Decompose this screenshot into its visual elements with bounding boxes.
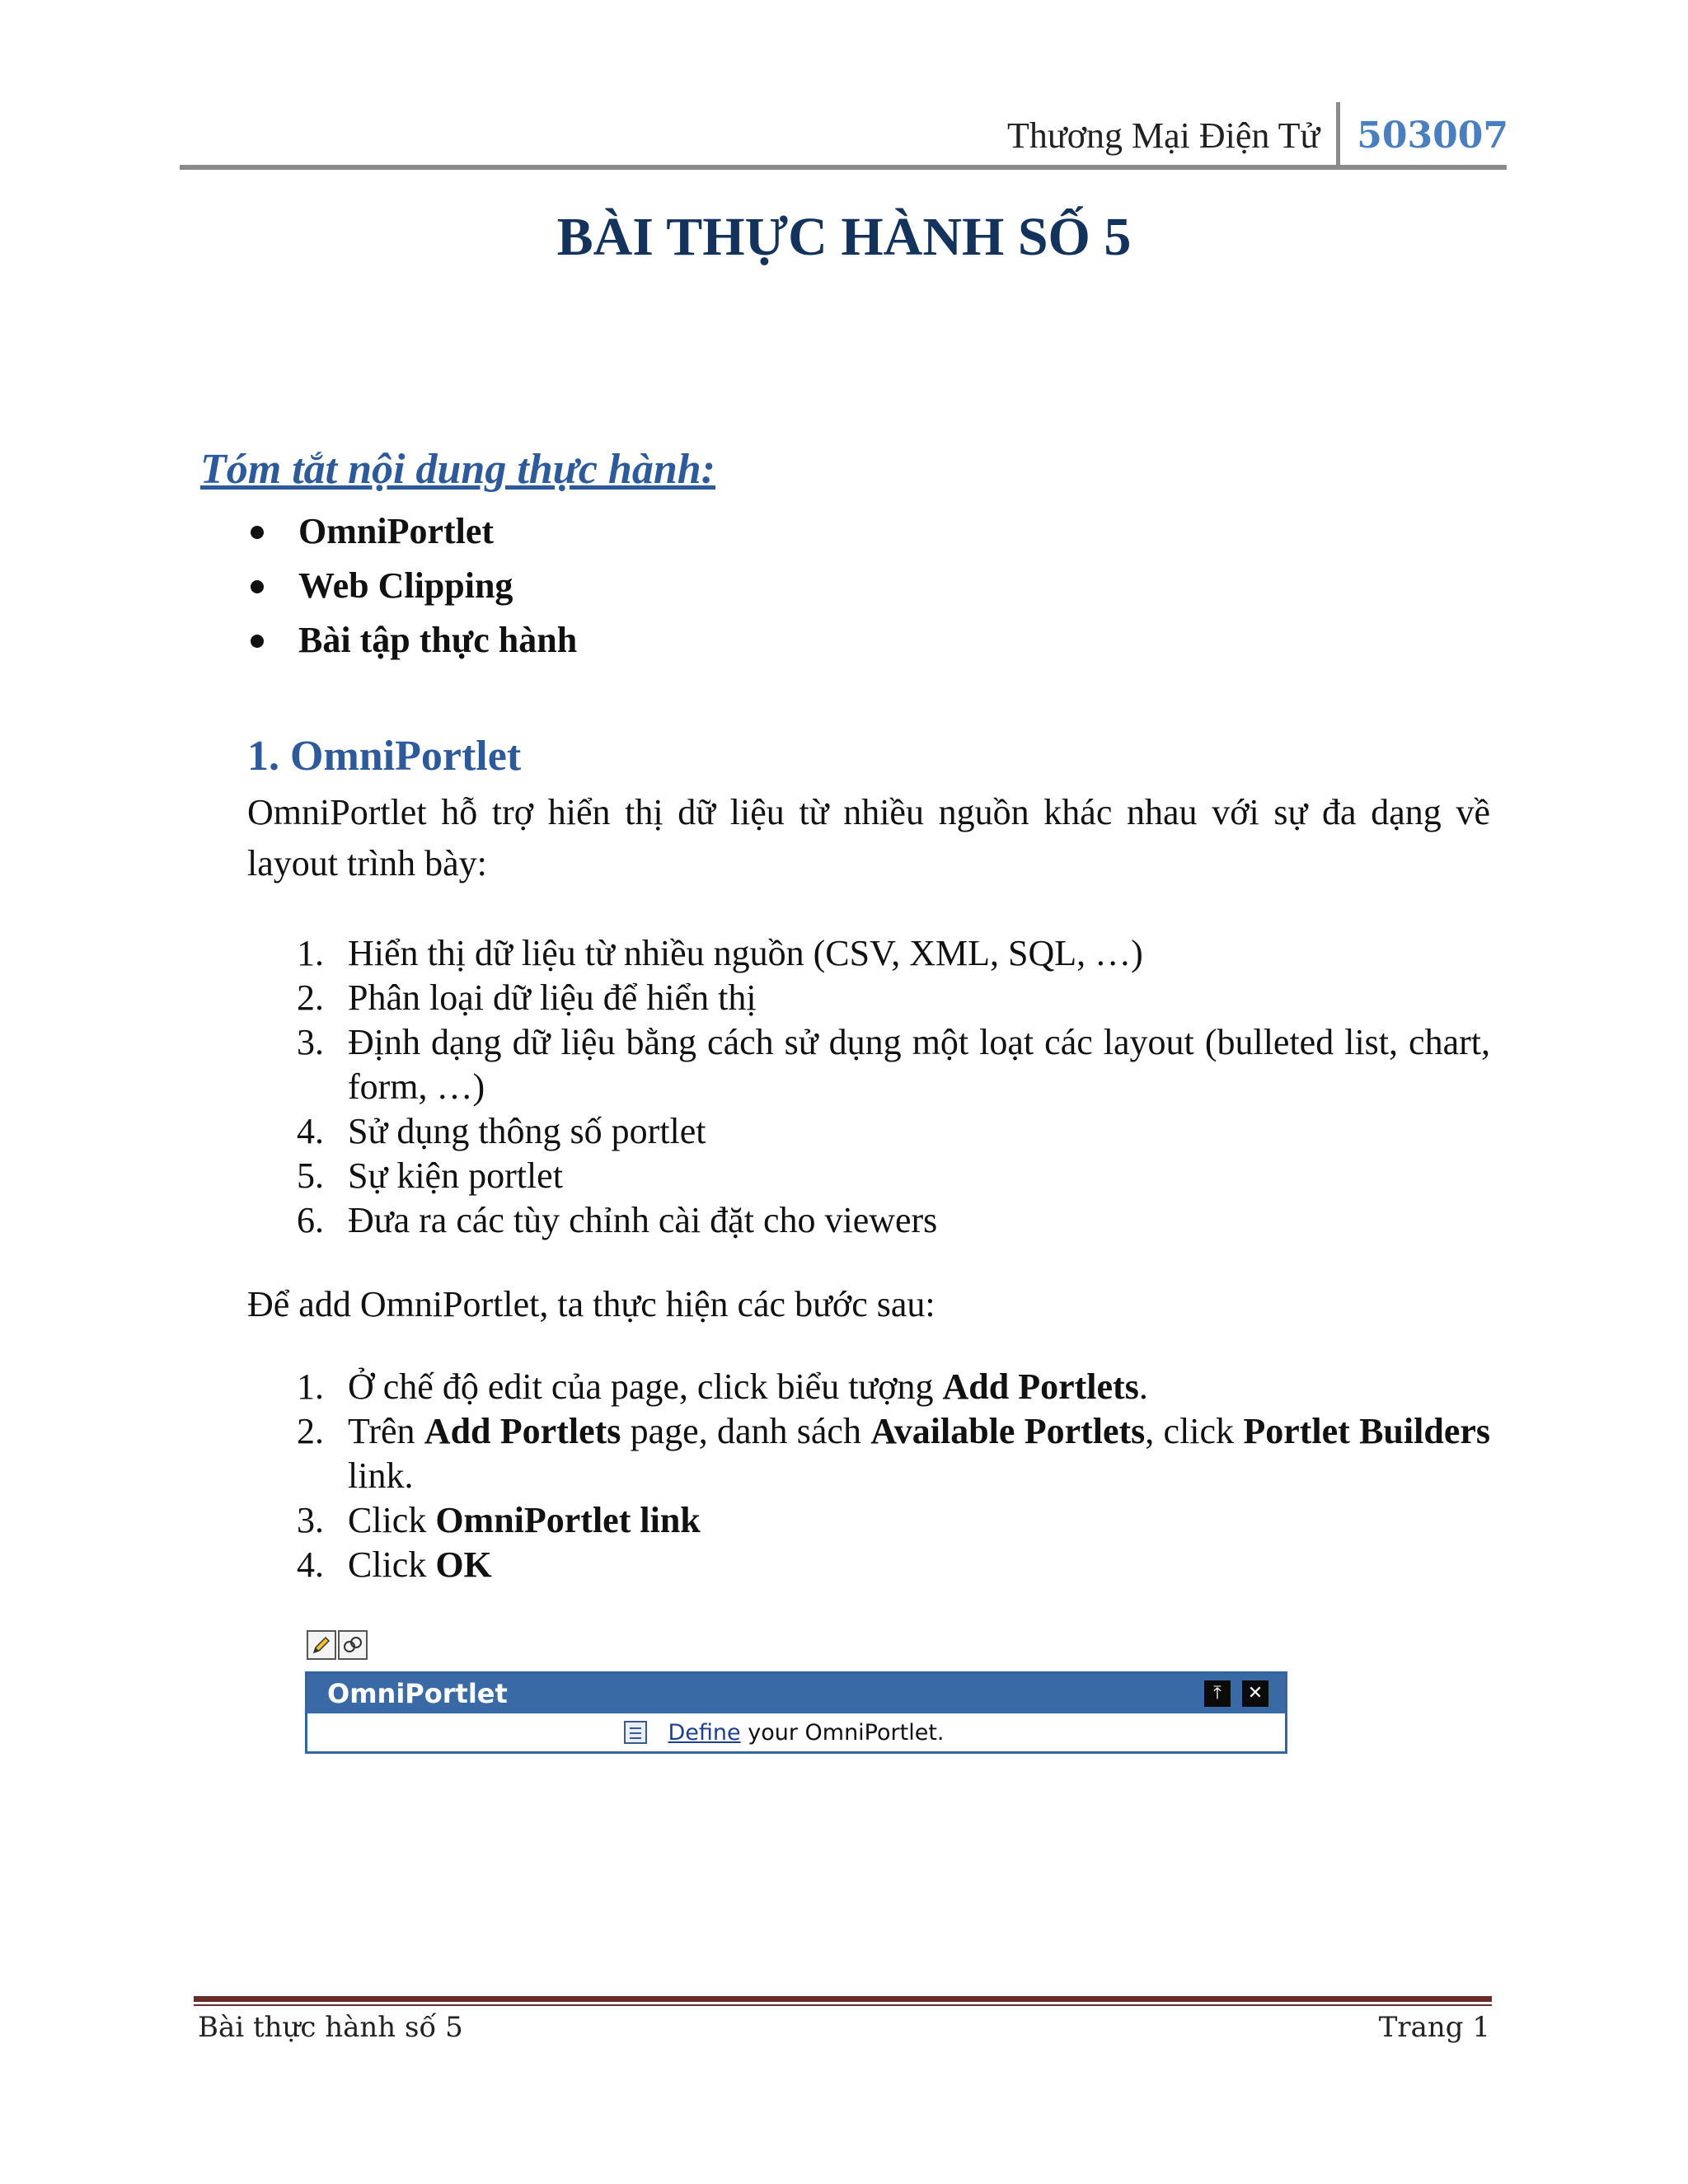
feature-item: [297, 1154, 1490, 1198]
item-number: 2.: [297, 1411, 324, 1451]
document-icon: [624, 1721, 647, 1744]
steps-intro: Để add OmniPortlet, ta thực hiện các bước sau:: [247, 1284, 935, 1324]
feature-text: Phân loại dữ liệu để hiển thị: [348, 977, 757, 1018]
feature-list: [297, 931, 1490, 1243]
summary-list: [247, 504, 577, 668]
feature-text: Đưa ra các tùy chỉnh cài đặt cho viewers: [348, 1200, 938, 1240]
summary-item: OmniPortlet: [247, 504, 577, 559]
step-bold: Add Portlets: [942, 1366, 1139, 1407]
define-portlet-link[interactable]: [668, 1720, 945, 1746]
footer-rule: [194, 1996, 1492, 2002]
item-number: 1.: [297, 1366, 324, 1407]
feature-text: Định dạng dữ liệu bằng cách sử dụng một loạt các layout (bulleted list, chart, form, …): [348, 1022, 1490, 1107]
portlet-controls: [1204, 1680, 1268, 1707]
item-number: 3.: [297, 1022, 324, 1062]
feature-item: [297, 931, 1490, 976]
define-link-word[interactable]: Define: [668, 1719, 741, 1746]
portlet-toolbar: [307, 1630, 368, 1660]
step-bold: OK: [435, 1544, 492, 1585]
close-icon[interactable]: ✕: [1242, 1680, 1268, 1707]
footer-rule-thin: [194, 2004, 1492, 2006]
item-number: 6.: [297, 1200, 324, 1240]
page-header: [1007, 105, 1508, 165]
summary-heading: Tóm tắt nội dung thực hành:: [200, 446, 715, 493]
item-number: 4.: [297, 1544, 324, 1585]
document-title: BÀI THỰC HÀNH SỐ 5: [556, 207, 1132, 267]
feature-item: [297, 976, 1490, 1020]
step-bold: Portlet Builders: [1243, 1411, 1490, 1451]
item-number: 3.: [297, 1500, 324, 1540]
feature-text: Hiển thị dữ liệu từ nhiều nguồn (CSV, XML, SQL, …): [348, 933, 1143, 973]
step-text: Trên: [348, 1411, 424, 1451]
course-code: 503007: [1357, 114, 1508, 157]
footer-title: Bài thực hành số 5: [198, 2011, 463, 2044]
item-number: 5.: [297, 1155, 324, 1196]
step-text: Click: [348, 1500, 436, 1540]
feature-item: [297, 1198, 1490, 1243]
feature-text: Sự kiện portlet: [348, 1155, 563, 1196]
step-item: [297, 1498, 1490, 1543]
item-number: 1.: [297, 933, 324, 973]
portlet-titlebar: [307, 1674, 1285, 1713]
step-text: Click: [348, 1544, 436, 1585]
portlet-title: OmniPortlet: [327, 1678, 508, 1709]
step-bold: Available Portlets: [870, 1411, 1146, 1451]
feature-item: [297, 1109, 1490, 1154]
step-bold: OmniPortlet link: [435, 1500, 701, 1540]
portlet-body: [307, 1713, 1285, 1751]
step-text: .: [1138, 1366, 1148, 1407]
collapse-icon[interactable]: ⤒: [1204, 1680, 1231, 1707]
section-intro: OmniPortlet hỗ trợ hiển thị dữ liệu từ nhiều nguồn khác nhau với sự đa dạng về layout trình bày:: [247, 792, 1490, 883]
define-link-rest: your OmniPortlet.: [740, 1719, 945, 1746]
feature-item: [297, 1020, 1490, 1109]
summary-item: Web Clipping: [247, 559, 577, 613]
step-text: link.: [348, 1455, 414, 1496]
step-item: [297, 1409, 1490, 1498]
omniportlet-widget: [305, 1671, 1287, 1754]
step-text: Ở chế độ edit của page, click biểu tượng: [348, 1366, 943, 1407]
step-bold: Add Portlets: [424, 1411, 621, 1451]
step-text: page, danh sách: [621, 1411, 871, 1451]
course-title: Thương Mại Điện Tử: [1006, 115, 1320, 156]
step-text: , click: [1145, 1411, 1244, 1451]
page-number: Trang 1: [1378, 2011, 1490, 2044]
steps-list: [297, 1365, 1490, 1587]
header-rule: [180, 165, 1507, 170]
item-number: 2.: [297, 977, 324, 1018]
link-icon[interactable]: [338, 1630, 368, 1660]
step-item: [297, 1543, 1490, 1587]
feature-text: Sử dụng thông số portlet: [348, 1111, 706, 1151]
section-heading: 1. OmniPortlet: [247, 733, 522, 780]
item-number: 4.: [297, 1111, 324, 1151]
pencil-icon[interactable]: [307, 1630, 336, 1660]
summary-item: Bài tập thực hành: [247, 613, 577, 668]
step-item: [297, 1365, 1490, 1409]
